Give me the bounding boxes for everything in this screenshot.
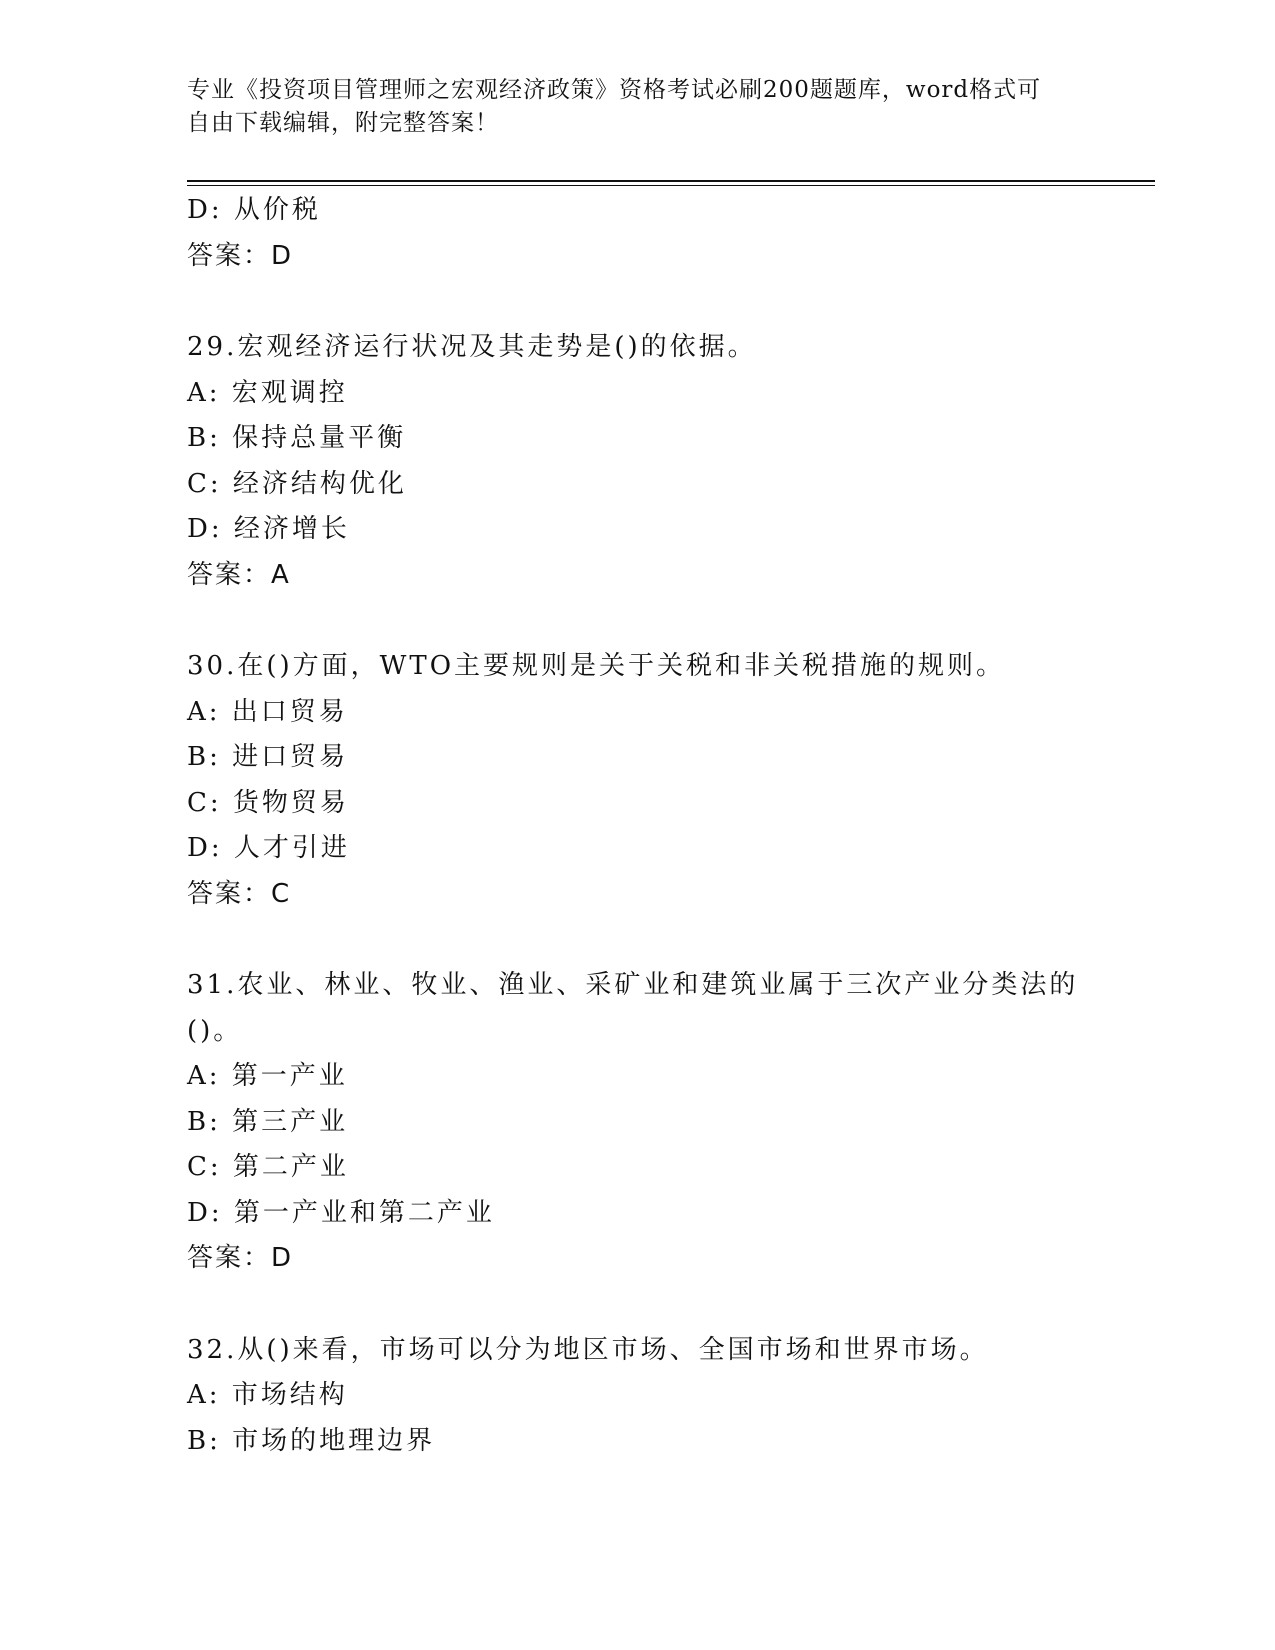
option-a: A: 市场结构: [187, 1380, 348, 1410]
question-31: [187, 963, 1087, 1282]
question-content: [187, 188, 1087, 1464]
spacer: [187, 279, 1087, 325]
option-c: C: 货物贸易: [187, 787, 349, 818]
question-stem: 32.从()来看，市场可以分为地区市场、全国市场和世界市场。: [187, 1334, 989, 1365]
option-d: D: 人才引进: [187, 833, 350, 863]
option-a: A: 第一产业: [187, 1061, 348, 1091]
header-line-2: 自由下载编辑，附完整答案！: [187, 110, 499, 136]
question-stem: 30.在()方面，WTO主要规则是关于关税和非关税措施的规则。: [187, 651, 1006, 681]
answer-line: 答案：D: [187, 240, 294, 271]
header-divider: [187, 180, 1155, 186]
option-d: D: 从价税: [187, 195, 321, 225]
option-b: B: 进口贸易: [187, 742, 349, 772]
answer-line: 答案：D: [187, 1243, 294, 1273]
question-stem-line-1: 31.农业、林业、牧业、渔业、采矿业和建筑业属于三次产业分类法的: [187, 970, 1079, 1000]
option-a: A: 宏观调控: [187, 377, 348, 408]
option-b: B: 第三产业: [187, 1106, 349, 1137]
question-32: [187, 1328, 1087, 1465]
option-c: C: 第二产业: [187, 1152, 349, 1182]
option-d: D: 经济增长: [187, 514, 350, 544]
answer-line: 答案：A: [187, 559, 291, 590]
previous-question-tail: [187, 188, 1087, 279]
question-29: [187, 325, 1087, 598]
option-b: B: 市场的地理边界: [187, 1425, 436, 1456]
question-30: [187, 644, 1087, 917]
option-b: B: 保持总量平衡: [187, 423, 407, 453]
spacer: [187, 598, 1087, 644]
answer-line: 答案：C: [187, 878, 292, 909]
option-d: D: 第一产业和第二产业: [187, 1197, 495, 1228]
spacer: [187, 1282, 1087, 1328]
page-header: [187, 74, 1067, 140]
spacer: [187, 917, 1087, 963]
question-stem-line-2: ()。: [187, 1015, 243, 1046]
option-a: A: 出口贸易: [187, 696, 348, 727]
option-c: C: 经济结构优化: [187, 468, 407, 499]
header-line-1: 专业《投资项目管理师之宏观经济政策》资格考试必刷200题题库，word格式可: [187, 77, 1042, 103]
question-stem: 29.宏观经济运行状况及其走势是()的依据。: [187, 332, 757, 362]
